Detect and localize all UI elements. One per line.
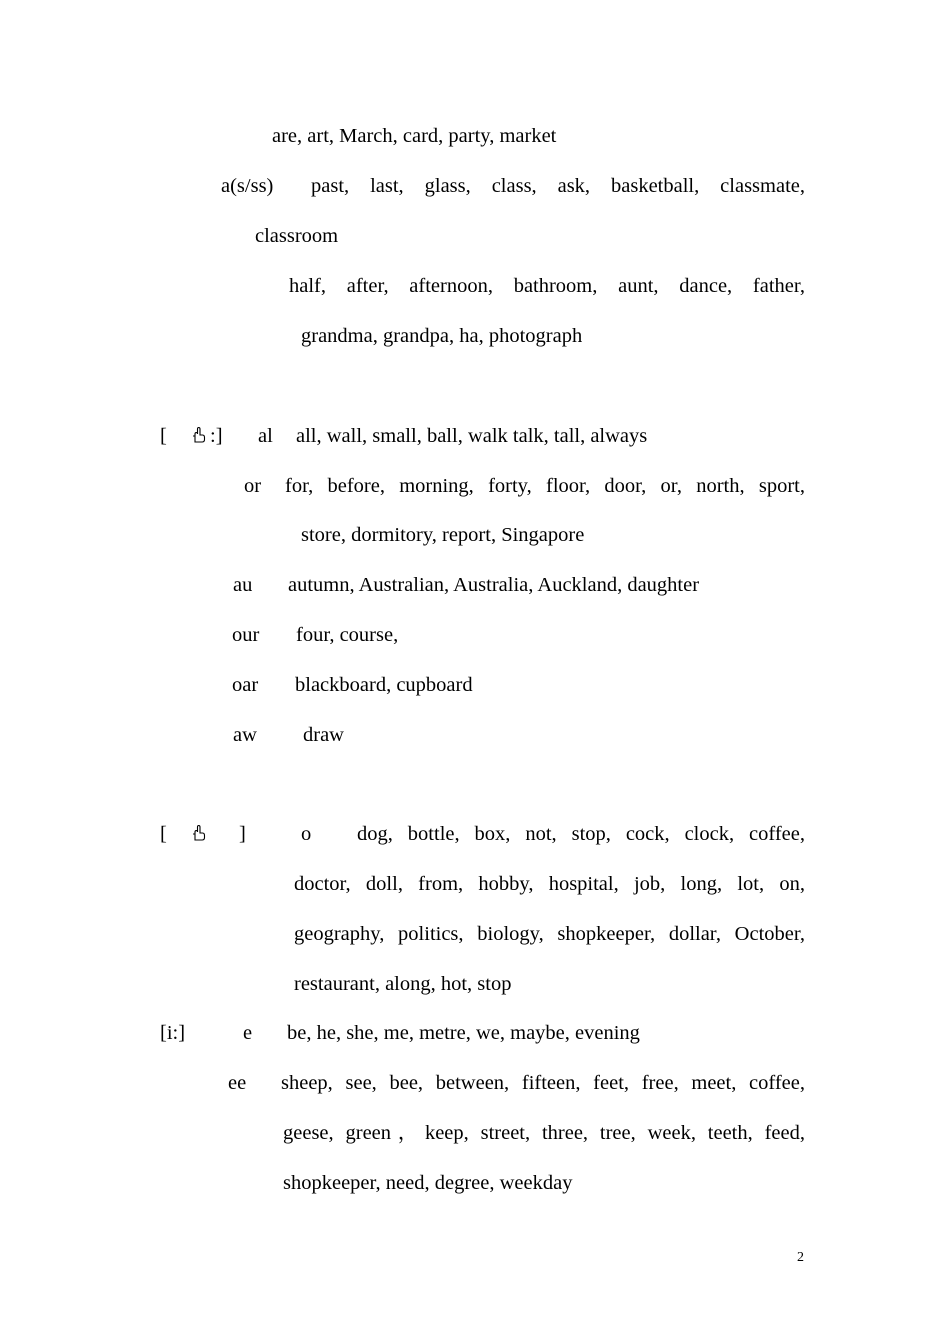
phonetic-symbol: [i:] <box>160 1022 186 1044</box>
spelling-pattern: au <box>233 574 253 596</box>
spelling-pattern: a(s/ss) <box>221 175 274 197</box>
word-list-line: doctor, doll, from, hobby, hospital, job, long, lot, on, <box>294 873 805 895</box>
word-list-line: all, wall, small, ball, walk talk, tall, always <box>296 425 648 447</box>
phonetic-bracket-open: [ <box>160 425 167 447</box>
page-number: 2 <box>797 1250 804 1265</box>
word-list-line: draw <box>303 724 344 746</box>
word-list-line: restaurant, along, hot, stop <box>294 973 512 995</box>
word-list-line: geography, politics, biology, shopkeeper, dollar, October, <box>294 923 805 945</box>
spelling-pattern: aw <box>233 724 257 746</box>
word-list-line: classroom <box>255 225 339 247</box>
phonetic-bracket-close: ] <box>239 823 246 845</box>
hand-pointer-icon <box>190 426 206 444</box>
word-list-line: dog, bottle, box, not, stop, cock, clock, coffee, <box>357 823 805 845</box>
spelling-pattern: e <box>243 1022 253 1044</box>
word-list-line: for, before, morning, forty, floor, door, or, north, sport, <box>285 475 805 497</box>
spelling-pattern: or <box>244 475 262 497</box>
word-list-line: blackboard, cupboard <box>295 674 473 696</box>
hand-pointer-icon <box>190 824 206 842</box>
word-list-line: grandma, grandpa, ha, photograph <box>301 325 583 347</box>
word-list-line: sheep, see, bee, between, fifteen, feet, free, meet, coffee, <box>281 1072 805 1094</box>
word-list-line: are, art, March, card, party, market <box>272 125 557 147</box>
spelling-pattern: ee <box>228 1072 247 1094</box>
word-list-line: store, dormitory, report, Singapore <box>301 524 585 546</box>
spelling-pattern: o <box>301 823 312 845</box>
spelling-pattern: oar <box>232 674 259 696</box>
word-list-line: four, course, <box>296 624 399 646</box>
phonetic-bracket-open: [ <box>160 823 167 845</box>
phonetic-bracket-close: :] <box>210 425 223 447</box>
word-list-line: shopkeeper, need, degree, weekday <box>283 1172 573 1194</box>
spelling-pattern: our <box>232 624 260 646</box>
word-list-line: geese, green，keep, street, three, tree, week, teeth, feed, <box>283 1122 805 1144</box>
word-list-line: be, he, she, me, metre, we, maybe, evening <box>287 1022 640 1044</box>
word-list-line: past, last, glass, class, ask, basketball, classmate, <box>311 175 805 197</box>
word-list-line: half, after, afternoon, bathroom, aunt, dance, father, <box>289 275 805 297</box>
word-list-line: autumn, Australian, Australia, Auckland, daughter <box>288 574 700 596</box>
spelling-pattern: al <box>258 425 273 447</box>
